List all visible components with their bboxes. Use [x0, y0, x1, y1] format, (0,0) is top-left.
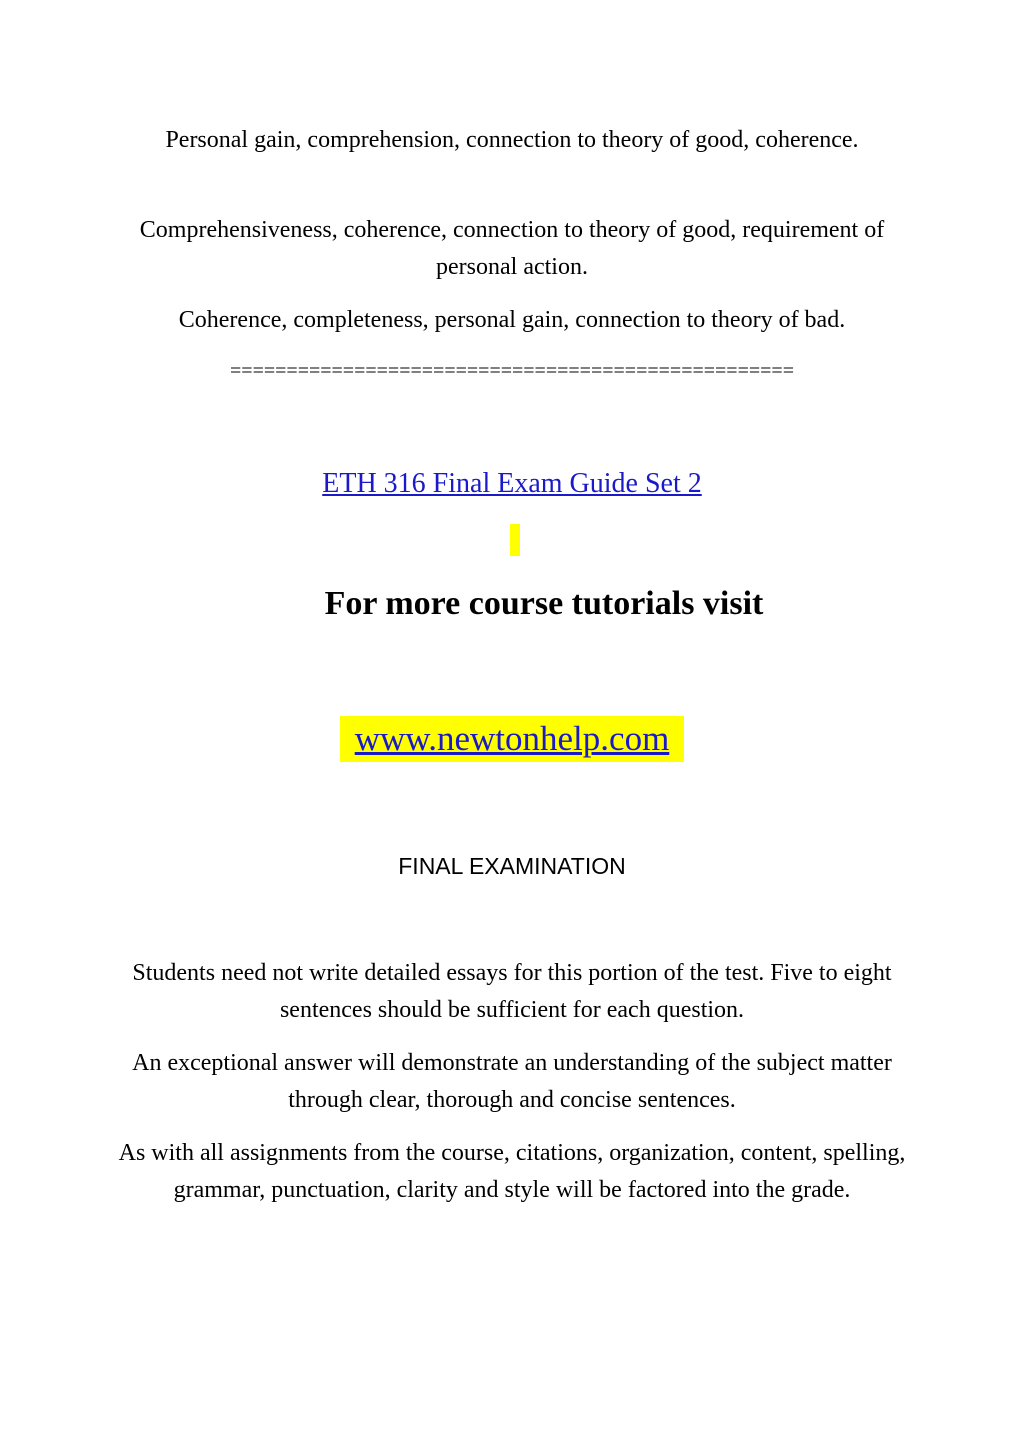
highlight-marker [510, 524, 520, 556]
instruction-paragraph-2: An exceptional answer will demonstrate an understanding of the subject matter through clear, thorough and concise sentences. [132, 1050, 892, 1113]
answer-option-1: Personal gain, comprehension, connection to theory of good, coherence. [165, 127, 859, 153]
guide-link-container [0, 464, 1024, 504]
site-link-highlight [340, 716, 684, 762]
instruction-paragraph-3: As with all assignments from the course, citations, organization, content, spelling, grammar, punctuation, clarity and style will be factored into the grade. [118, 1140, 906, 1203]
answer-option-2: Comprehensiveness, coherence, connection to theory of good, requirement of personal action. [139, 217, 885, 280]
tutorials-heading: For more course tutorials visit [324, 585, 764, 622]
guide-link[interactable]: ETH 316 Final Exam Guide Set 2 [322, 468, 702, 499]
instruction-paragraph-1: Students need not write detailed essays for this portion of the test. Five to eight sentences should be sufficient for each question. [132, 960, 892, 1023]
site-link[interactable]: www.newtonhelp.com [354, 719, 670, 758]
exam-title: FINAL EXAMINATION [398, 853, 626, 879]
section-divider: ================================================== [230, 360, 794, 382]
answer-option-3: Coherence, completeness, personal gain, connection to theory of bad. [178, 307, 846, 333]
